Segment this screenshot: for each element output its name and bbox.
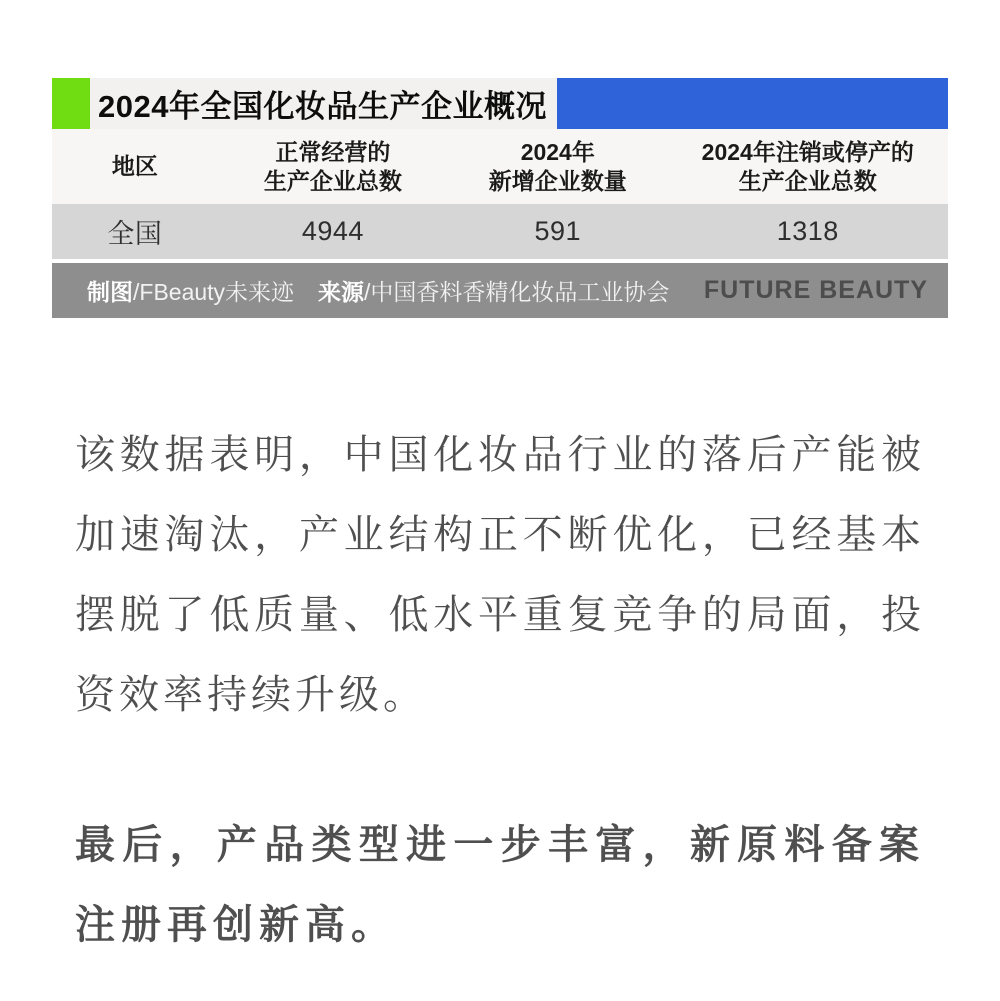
header-region	[52, 129, 218, 204]
cell-region: 全国	[107, 219, 163, 249]
credits-text	[87, 274, 669, 307]
infographic-card	[52, 78, 948, 318]
accent-blue-bar	[557, 78, 948, 129]
accent-green-square	[52, 78, 90, 129]
article-paragraph-1: 该数据表明，中国化妆品行业的落后产能被加速淘汰，产业结构正不断优化，已经基本摆脱了低质量、低水平重复竞争的局面，投资效率持续升级。	[75, 433, 925, 717]
article-paragraph-2: 最后，产品类型进一步丰富，新原料备案注册再创新高。	[75, 823, 925, 947]
credit-value: /FBeauty未来迹	[133, 279, 295, 305]
infographic-title-row	[52, 78, 948, 129]
cell-operating-total: 4944	[301, 216, 364, 246]
header-deregistered-total	[668, 129, 948, 204]
header-operating-line2: 生产企业总数	[263, 167, 402, 194]
header-operating-line1: 正常经营的	[275, 138, 391, 165]
credit-label: 制图	[87, 279, 133, 305]
header-new-line2: 新增企业数量	[488, 167, 627, 194]
table-row	[52, 204, 948, 259]
header-operating-total	[218, 129, 448, 204]
article-body	[75, 415, 925, 965]
cell-deregistered-total: 1318	[776, 216, 839, 246]
header-deregistered-line2: 生产企业总数	[738, 167, 877, 194]
brand-logo-text: FUTURE BEAUTY	[703, 276, 928, 304]
source-value: /中国香料香精化妆品工业协会	[364, 279, 670, 305]
header-new-line1: 2024年	[520, 138, 595, 165]
header-deregistered-line1: 2024年注销或停产的	[701, 138, 914, 165]
header-new-added	[448, 129, 668, 204]
header-region-line1: 地区	[111, 153, 158, 179]
infographic-title: 2024年全国化妆品生产企业概况	[98, 89, 547, 124]
infographic-footer	[52, 263, 948, 318]
infographic-title-cell	[90, 78, 557, 129]
source-label: 来源	[318, 279, 365, 305]
cell-new-added: 591	[534, 216, 582, 246]
table-header-row	[52, 129, 948, 204]
